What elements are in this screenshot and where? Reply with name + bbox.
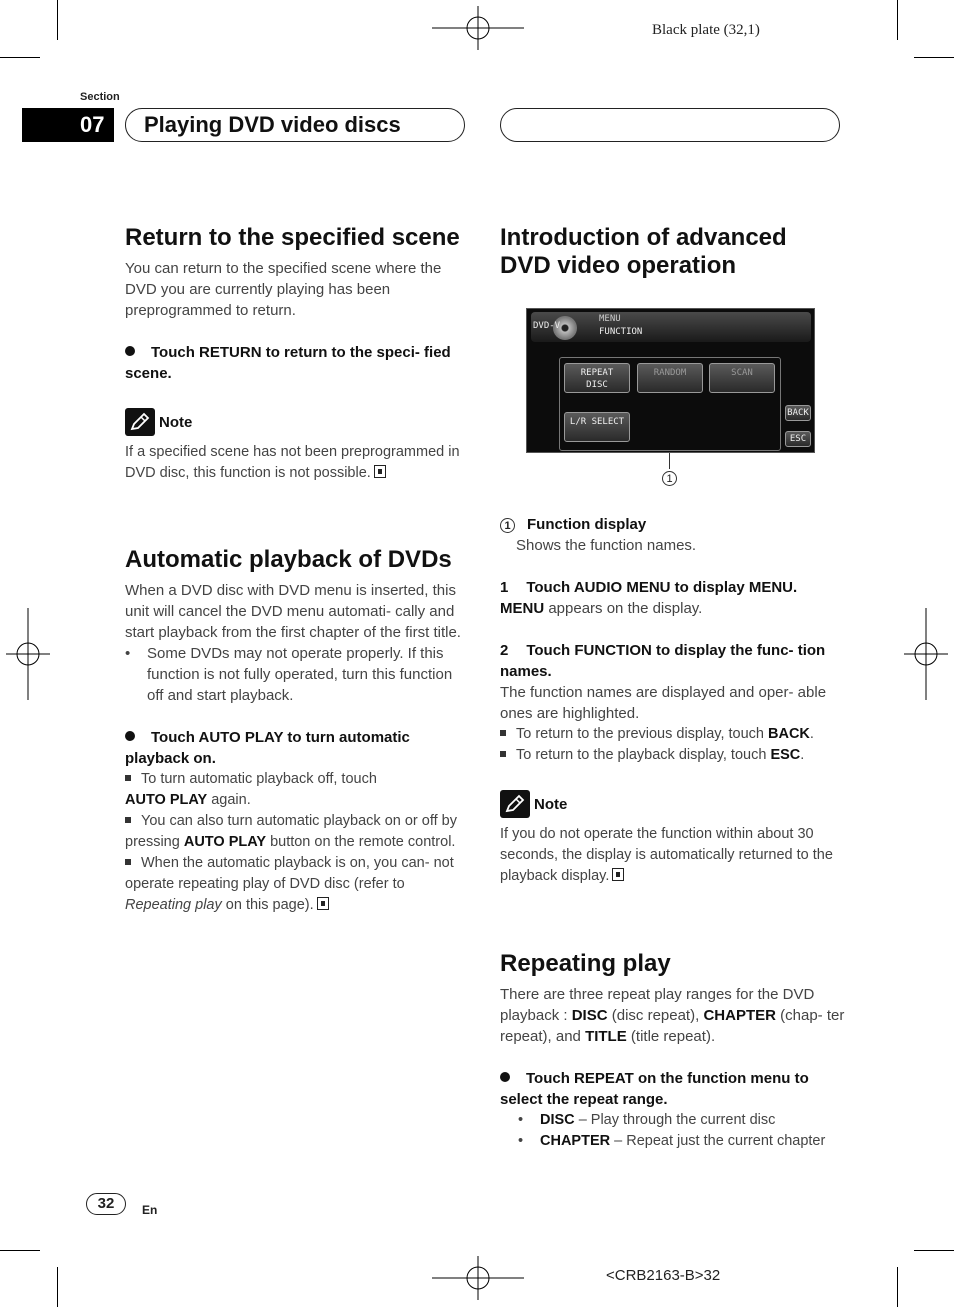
- step-bullet: [125, 346, 135, 356]
- function-display-screenshot: [526, 308, 815, 453]
- repeat-disc-button[interactable]: REPEAT DISC: [564, 363, 630, 393]
- square-bullet: [500, 751, 506, 757]
- plate-label: Black plate (32,1): [652, 22, 760, 38]
- esc-button[interactable]: ESC: [785, 431, 811, 447]
- repeat-option-disc: • DISC – Play through the current disc: [518, 1112, 776, 1128]
- end-mark-icon: [612, 868, 624, 881]
- advanced-note: Note: [500, 790, 845, 818]
- screen-source: DVD-V: [533, 321, 561, 331]
- lr-select-button[interactable]: L/R SELECT: [564, 412, 630, 442]
- repeat-intro: There are three repeat play ranges for the DVD playback : DISC (disc repeat), CHAPTER (chap- ter repeat), and TITLE (title repeat).: [500, 986, 845, 1045]
- step-bullet: [500, 1072, 510, 1082]
- crop-mark: [914, 1250, 954, 1251]
- pencil-icon: [125, 408, 155, 436]
- page-number: 32: [86, 1193, 126, 1215]
- advanced-note-text: If you do not operate the function within about 30 seconds, the display is automatically returned to the playback display.: [500, 826, 833, 884]
- section-title: Playing DVD video discs: [125, 108, 465, 142]
- callout-description: Shows the function names.: [516, 537, 697, 554]
- crop-mark: [0, 57, 40, 58]
- square-bullet: [125, 775, 131, 781]
- advanced-section: [500, 224, 845, 280]
- square-bullet: [125, 859, 131, 865]
- repeat-section: [500, 950, 845, 1152]
- auto-playback-heading: Automatic playback of DVDs: [125, 546, 452, 573]
- end-mark-icon: [374, 465, 386, 478]
- square-bullet: [500, 730, 506, 736]
- section-number: 07: [22, 108, 114, 142]
- return-scene-intro: You can return to the specified scene where the DVD you are currently playing has been preprogrammed to return.: [125, 260, 442, 319]
- section-label: Section: [80, 91, 120, 103]
- registration-mark-top: [432, 6, 524, 50]
- back-button[interactable]: BACK: [785, 405, 811, 421]
- return-scene-note-text: If a specified scene has not been preprogrammed in DVD disc, this function is not possible.: [125, 444, 460, 481]
- random-button[interactable]: RANDOM: [637, 363, 703, 393]
- auto-playback-section: [125, 546, 470, 916]
- auto-playback-sub2: You can also turn automatic playback on or off by pressing AUTO PLAY button on the remote control.: [125, 813, 457, 850]
- registration-mark-right: [904, 608, 948, 700]
- callout-line: [669, 453, 670, 469]
- document-code: <CRB2163-B>32: [606, 1267, 721, 1284]
- return-scene-section: [125, 224, 470, 484]
- crop-mark: [897, 0, 898, 40]
- scan-button[interactable]: SCAN: [709, 363, 775, 393]
- language-label: En: [142, 1203, 158, 1217]
- auto-playback-bullet: • Some DVDs may not operate properly. If this function is not fully operated, turn this function off and start playback.: [125, 645, 453, 704]
- step-1: 1 Touch AUDIO MENU to display MENU.: [500, 579, 798, 596]
- callout-label: 1 Function display: [500, 514, 845, 535]
- repeat-heading: Repeating play: [500, 950, 671, 977]
- auto-playback-step: Touch AUTO PLAY to turn automatic playback on.: [125, 729, 410, 767]
- step-bullet: [125, 731, 135, 741]
- end-mark-icon: [317, 897, 329, 910]
- crop-mark: [57, 1267, 58, 1307]
- return-scene-step: Touch RETURN to return to the speci- fied scene.: [125, 344, 451, 382]
- pencil-icon: [500, 790, 530, 818]
- crop-mark: [57, 0, 58, 40]
- auto-playback-sub3: When the automatic playback is on, you can- not operate repeating play of DVD disc (refer to Repeating play on this page).: [125, 855, 454, 913]
- esc-hint: To return to the playback display, touch ESC.: [500, 745, 845, 766]
- square-bullet: [125, 817, 131, 823]
- auto-playback-intro: When a DVD disc with DVD menu is inserted, this unit will cancel the DVD menu automati- cally and start playback from the first chapter of the first title.: [125, 582, 461, 641]
- crop-mark: [897, 1267, 898, 1307]
- section-title-empty: [500, 108, 840, 142]
- screen-menu: MENU: [599, 314, 621, 324]
- screen-function: FUNCTION: [599, 327, 643, 337]
- registration-mark-bottom: [432, 1256, 524, 1300]
- crop-mark: [0, 1250, 40, 1251]
- advanced-heading: Introduction of advanced DVD video operation: [500, 224, 787, 279]
- step-1-result: MENU appears on the display.: [500, 600, 703, 617]
- step-2-result: The function names are displayed and oper- able ones are highlighted.: [500, 684, 827, 722]
- step-2: 2 Touch FUNCTION to display the func- tion names.: [500, 642, 826, 680]
- return-scene-heading: Return to the specified scene: [125, 224, 460, 251]
- repeat-step: Touch REPEAT on the function menu to select the repeat range.: [500, 1070, 809, 1108]
- repeat-option-chapter: • CHAPTER – Repeat just the current chapter: [518, 1133, 826, 1149]
- crop-mark: [914, 57, 954, 58]
- advanced-body: [500, 514, 845, 887]
- return-scene-note: Note: [125, 408, 470, 436]
- registration-mark-left: [6, 608, 50, 700]
- auto-playback-sub1: To turn automatic playback off, touch AUTO PLAY again.: [125, 771, 377, 808]
- callout-marker: 1: [662, 471, 677, 486]
- back-hint: To return to the previous display, touch BACK.: [500, 724, 845, 745]
